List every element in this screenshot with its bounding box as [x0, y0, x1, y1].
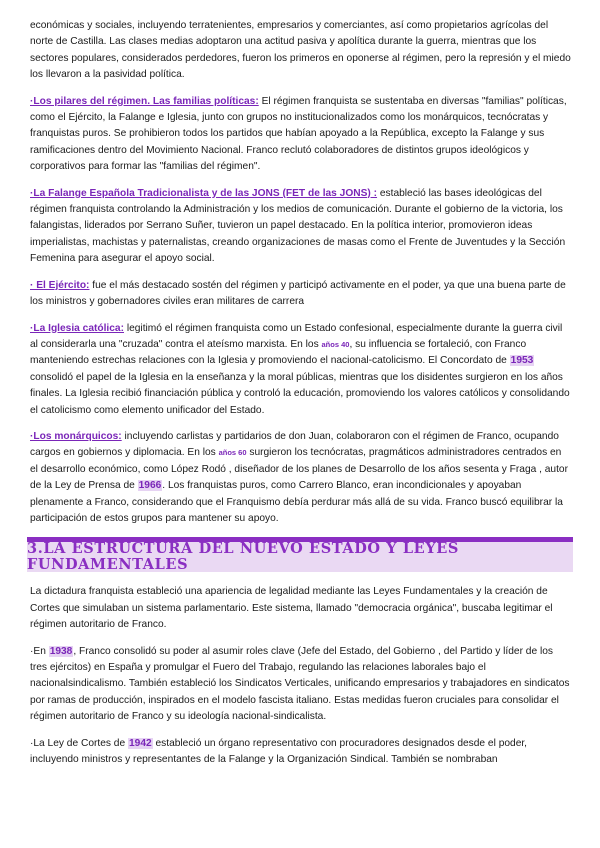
paragraph-text: La dictadura franquista estableció una apariencia de legalidad mediante las Leyes Fundamentales y la creación de Cortes que simulaban un sistema parlamentario. Este sistema, llamado "democracia orgánica", buscaba legitimar el régimen autoritario de Franco.: [30, 586, 553, 631]
paragraph-text: legitimó el régimen franquista como un Estado confesional, especialmente durante la guerra civil al considerarla una "cruzada" contra el ateísmo marxista. En los: [30, 322, 563, 350]
highlight-decade: años 40: [321, 339, 350, 349]
paragraph-cortes: [30, 736, 572, 769]
paragraph-text: económicas y sociales, incluyendo terratenientes, empresarios y comerciantes, así como propietarios agrícolas del norte de Castilla. Las clases medias adoptaron una actitud pasiva y apolítica durante la guerra, mientras que los sectores populares, considerados perdedores, fueron los primeros en oponerse al régimen, pero la represión y el miedo los llevaron a la pasividad política.: [30, 20, 571, 81]
paragraph-text: ·En: [30, 645, 49, 657]
paragraph-iglesia: [30, 321, 572, 419]
term-monarquicos: ·Los monárquicos:: [30, 430, 122, 442]
paragraph-ejercito: [30, 278, 572, 311]
highlight-year: 1966: [138, 480, 162, 492]
paragraph-text: estableció las bases ideológicas del régimen franquista controlando la Administración y los medios de comunicación. Durante el gobierno de la victoria, los falangistas, liderados por Serrano Suñer, tuvieron un papel destacado. En la política interior, promovieron ideas imperialistas, machistas y paternalistas, creando organizaciones de masas como el Frente de Juventudes y la Sección Femenina para asegurar el apoyo social.: [30, 187, 566, 265]
paragraph-1938: [30, 644, 572, 726]
term-ejercito: · El Ejército:: [30, 279, 90, 291]
paragraph-pilares: [30, 94, 572, 176]
term-iglesia: ·La Iglesia católica:: [30, 322, 124, 334]
highlight-year: 1953: [510, 355, 534, 367]
paragraph-text: ·La Ley de Cortes de: [30, 737, 128, 749]
term-falange: ·La Falange Española Tradicionalista y de las JONS (FET de las JONS) :: [30, 187, 378, 199]
paragraph-text: , Franco consolidó su poder al asumir roles clave (Jefe del Estado, del Gobierno , del Partido y líder de los tres ejércitos) en España y promulgar el Fuero del Trabajo, regulando las relaciones laborales bajo el nacionalsindicalismo. También estableció los Sindicatos Verticales, unificando empresarios y trabajadores en sindicatos por ramas de producción, inspirados en el modelo fascista italiano. Estas medidas fueron cruciales para consolidar el régimen autoritario de Franco y su ideología nacional-sindicalista.: [30, 645, 570, 723]
paragraph-text: surgieron los tecnócratas, pragmáticos administradores centrados en el desarrollo económico, como López Rodó , diseñador de los planes de Desarrollo de los años sesenta y Fraga , autor de la Ley de Prensa de: [30, 447, 568, 492]
paragraph-text: El régimen franquista se sustentaba en diversas "familias" políticas, como el Ejército, la Falange e Iglesia, junto con grupos no institucionalizados como los monárquicos, tecnócratas y franquistas puros. Se prohibieron todos los partidos que habían apoyado a la República, excepto la Falange y sus ramificaciones dentro del Movimiento Nacional. Franco reclutó colaboradores de distintos grupos ideológicos y corporativos para formar las "familias del régimen".: [30, 95, 567, 173]
highlight-year: 1938: [49, 645, 73, 657]
paragraph-text: incluyendo carlistas y partidarios de don Juan, colaboraron con el régimen de Franco, ocupando cargos en gobiernos y diplomacia. En los: [30, 430, 559, 459]
paragraph-monarquicos: [30, 429, 572, 527]
term-pilares: ·Los pilares del régimen. Las familias políticas:: [30, 95, 259, 107]
section-title: 3.LA ESTRUCTURA DEL NUEVO ESTADO Y LEYES FUNDAMENTALES: [27, 539, 460, 574]
highlight-decade: años 60: [218, 448, 247, 458]
paragraph-text: , su influencia se fortaleció, con Franco manteniendo estrechas relaciones con la Iglesia y promoviendo el nacional-catolicismo. El Concordato de: [30, 338, 527, 367]
paragraph-falange: [30, 186, 572, 268]
paragraph-intro: [30, 18, 572, 84]
paragraph-text: . Los franquistas puros, como Carrero Blanco, eran incondicionales y apoyaban plenamente a Franco, considerando que el Franquismo debía perdurar más allá de su vida. Franco buscó equilibrar la participación de estos grupos para mantener su apoyo.: [30, 480, 563, 524]
paragraph-text: estableció un órgano representativo con procuradores designados desde el poder, incluyendo ministros y representantes de la Falange y la Organización Sindical. También se nombraban: [30, 737, 528, 766]
paragraph-text: fue el más destacado sostén del régimen y participó activamente en el poder, ya que una buena parte de los ministros y gobernadores civiles eran militares de carrera: [30, 279, 566, 308]
paragraph-text: consolidó el papel de la Iglesia en la enseñanza y la moral públicas, mientras que los disidentes surgieron en los años finales. La Iglesia recibió financiación pública y controló la educación, promoviendo los valores católicos y consolidando el catolicismo como elemento unificador del Estado.: [30, 371, 570, 416]
section-header: [27, 537, 573, 572]
highlight-year: 1942: [128, 737, 152, 749]
paragraph-dictadura: [30, 584, 572, 633]
